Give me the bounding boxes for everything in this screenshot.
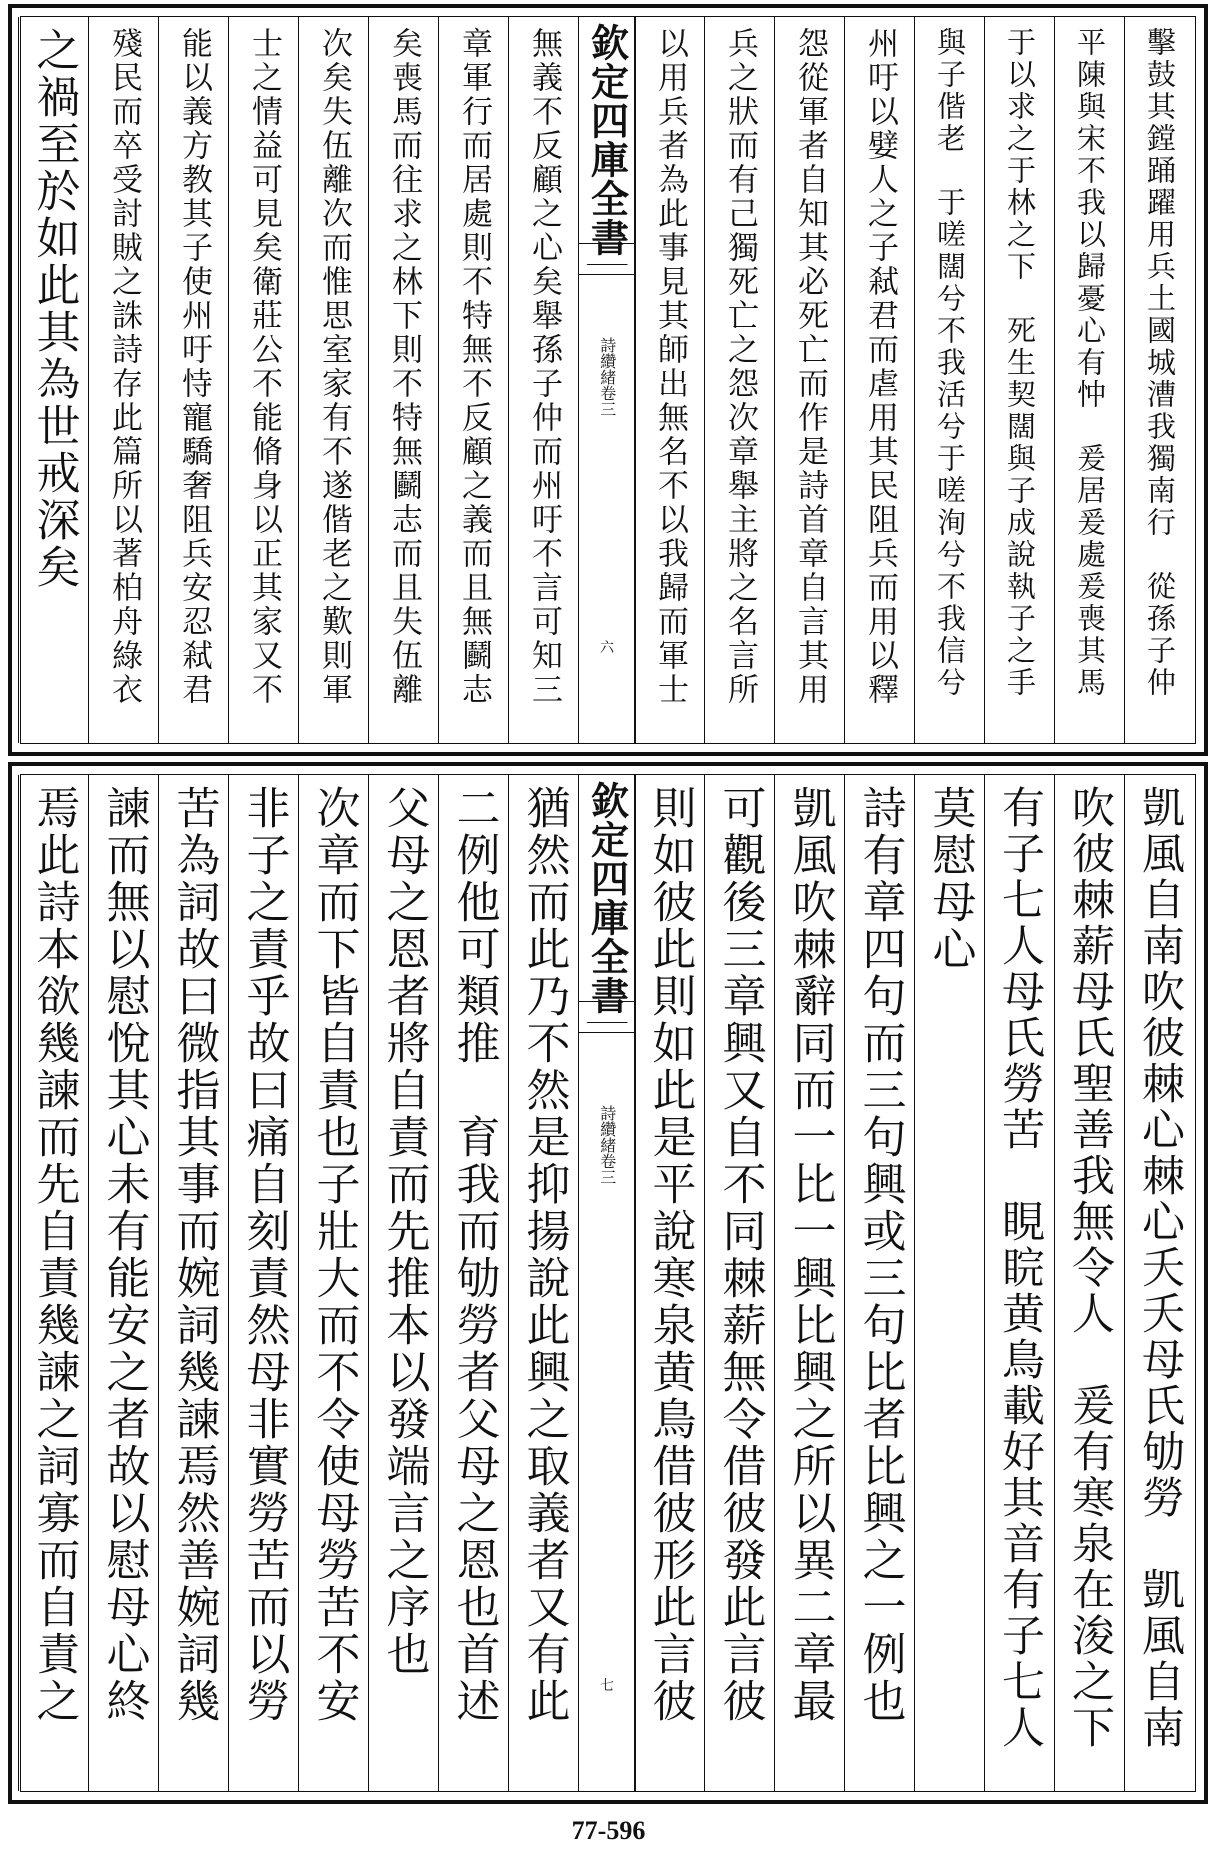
bottom-page-right-column-6 <box>774 775 844 1791</box>
column-text: 苦為詞故曰微指其事而婉詞幾諫焉然善婉詞幾 <box>168 785 220 1725</box>
bottom-page-left-column-4 <box>298 775 368 1791</box>
top-page-left-column-2 <box>438 17 508 743</box>
column-text: 焉此詩本欲幾諫而先自責幾諫之詞寡而自責之 <box>28 785 80 1725</box>
top-page-left-column-3 <box>368 17 438 743</box>
column-text: 之禍至於如此其為世戒深矣 <box>28 27 80 591</box>
top-page-right-column-7 <box>704 17 774 743</box>
column-text: 非子之責乎故曰痛自刻責然母非實勞苦而以勞 <box>238 785 290 1725</box>
bottom-page-left-column-7 <box>88 775 158 1791</box>
bottom-page-right-column-1 <box>1124 775 1194 1791</box>
folio-number: 七 <box>600 1678 614 1694</box>
bottom-page-right-column-4 <box>914 775 984 1791</box>
bottom-page-left-column-2 <box>438 775 508 1791</box>
fishtail-mark <box>579 1001 635 1033</box>
top-page-left-column-4 <box>298 17 368 743</box>
bottom-page-right-column-2 <box>1054 775 1124 1791</box>
bottom-page-left-column-8 <box>18 775 88 1791</box>
column-text: 次章而下皆自責也子壯大而不令使母勞苦不安 <box>308 785 360 1725</box>
bottom-page-left-column-6 <box>158 775 228 1791</box>
column-text: 可觀後三章興又自不同棘薪無令借彼發此言彼 <box>714 785 766 1725</box>
book-name-and-volume <box>598 337 616 417</box>
top-page-frame <box>20 16 1196 744</box>
top-page-left-column-1 <box>508 17 578 743</box>
column-text: 章軍行而居處則不特無不反顧之義而且無鬬志 <box>456 27 492 707</box>
column-text: 州吁以嬖人之子弒君而虐用其民阻兵而用以釋 <box>862 27 898 707</box>
top-page-right-column-1 <box>1124 17 1194 743</box>
top-page-left-column-5 <box>228 17 298 743</box>
bottom-page-left-column-5 <box>228 775 298 1791</box>
top-page-left-column-7 <box>88 17 158 743</box>
top-page-right-column-4 <box>914 17 984 743</box>
top-page-left-column-8 <box>18 17 88 743</box>
page-code: 77-596 <box>571 1816 646 1845</box>
book-name-and-volume <box>598 1105 616 1185</box>
column-text: 兵之狀而有己獨死亡之怨次章舉主將之名言所 <box>722 27 758 707</box>
column-text: 以用兵者為此事見其師出無名不以我歸而軍士 <box>652 27 688 707</box>
column-text: 無義不反顧之心矣舉孫子仲而州吁不言可知三 <box>526 27 562 707</box>
bottom-page-right-column-8 <box>634 775 704 1791</box>
collection-title: 欽定四庫全書 <box>584 23 630 257</box>
column-text: 怨從軍者自知其必死亡而作是詩首章自言其用 <box>792 27 828 707</box>
column-text: 凱風吹棘辭同而一比一興比興之所以異二章最 <box>784 785 836 1725</box>
collection-title: 欽定四庫全書 <box>584 781 630 1015</box>
center-fold-column <box>578 775 636 1791</box>
column-text: 詩有章四句而三句興或三句比者比興之一例也 <box>854 785 906 1725</box>
bottom-page-frame <box>20 774 1196 1792</box>
column-text: 則如彼此則如此是平說寒泉黄鳥借彼形此言彼 <box>644 785 696 1725</box>
top-page-left-column-6 <box>158 17 228 743</box>
column-text: 平陳與宋不我以歸憂心有忡 爰居爰處爰喪其馬 <box>1073 27 1107 699</box>
column-text: 父母之恩者將自責而先推本以發端言之序也 <box>378 785 430 1678</box>
volume-number: 卷三 <box>597 1153 617 1185</box>
column-text: 殘民而卒受討賊之誅詩存此篇所以著柏舟綠衣 <box>106 27 142 707</box>
bottom-page-right-column-5 <box>844 775 914 1791</box>
bottom-page-right-column-3 <box>984 775 1054 1791</box>
center-fold-column <box>578 17 636 743</box>
column-text: 與子偕老 于嗟闊兮不我活兮于嗟洵兮不我信兮 <box>933 27 967 699</box>
column-text: 有子七人母氏勞苦 睍睆黄鳥載好其音有子七人 <box>995 785 1045 1751</box>
bottom-page-right-column-7 <box>704 775 774 1791</box>
bottom-page <box>8 762 1208 1804</box>
column-text: 次矣失伍離次而惟思室家有不遂偕老之歎則軍 <box>316 27 352 707</box>
column-text: 矣喪馬而往求之林下則不特無鬬志而且失伍離 <box>386 27 422 707</box>
folio-number: 六 <box>600 640 614 656</box>
volume-number: 卷三 <box>597 385 617 417</box>
column-text: 二例他可類推 育我而劬勞者父母之恩也首述 <box>448 785 500 1725</box>
column-text: 擊鼓其鏜踊躍用兵土國城漕我獨南行 從孫子仲 <box>1143 27 1177 699</box>
column-text: 士之情益可見矣衛莊公不能脩身以正其家又不 <box>246 27 282 707</box>
column-text: 諫而無以慰悅其心未有能安之者故以慰母心終 <box>98 785 150 1725</box>
top-page <box>8 4 1208 756</box>
column-text: 吹彼棘薪母氏聖善我無令人 爰有寒泉在浚之下 <box>1065 785 1115 1751</box>
column-text: 猶然而此乃不然是抑揚說此興之取義者又有此 <box>518 785 570 1725</box>
top-page-right-column-5 <box>844 17 914 743</box>
column-text: 能以義方教其子使州吁恃寵驕奢阻兵安忍弒君 <box>176 27 212 707</box>
column-text: 凱風自南吹彼棘心棘心夭夭母氏劬勞 凱風自南 <box>1135 785 1185 1751</box>
book-name: 詩纘緒 <box>597 337 617 385</box>
book-name: 詩纘緒 <box>597 1105 617 1153</box>
column-text: 于以求之于林之下 死生契闊與子成說執子之手 <box>1003 27 1037 699</box>
top-page-right-column-2 <box>1054 17 1124 743</box>
top-page-right-column-3 <box>984 17 1054 743</box>
top-page-right-column-6 <box>774 17 844 743</box>
bottom-page-left-column-3 <box>368 775 438 1791</box>
column-text: 莫慰母心 <box>924 785 976 973</box>
fishtail-mark <box>579 243 635 275</box>
bottom-page-left-column-1 <box>508 775 578 1791</box>
top-page-right-column-8 <box>634 17 704 743</box>
